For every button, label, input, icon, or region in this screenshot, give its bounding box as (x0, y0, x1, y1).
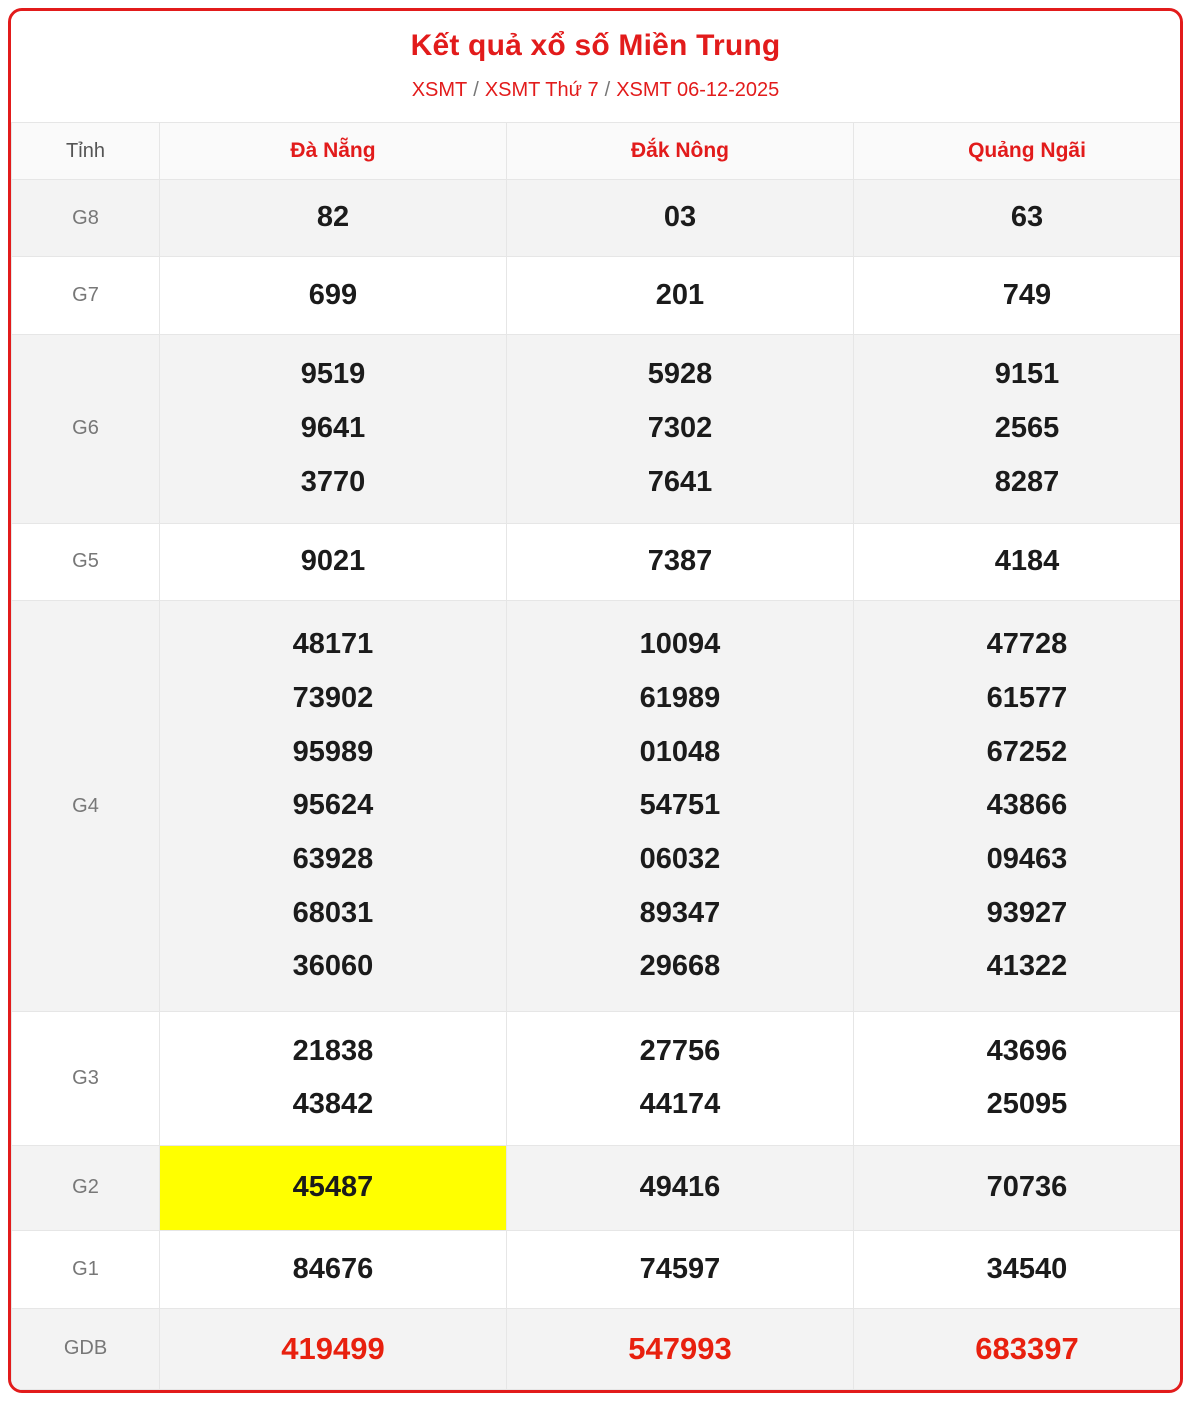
result-number: 9641 (300, 411, 366, 444)
result-cell-g1-2 (854, 1231, 1184, 1308)
result-number: 03 (663, 201, 697, 234)
result-number: 27756 (639, 1034, 721, 1067)
result-number: 70736 (986, 1171, 1068, 1204)
breadcrumb-separator-2: / (604, 79, 611, 101)
result-number: 699 (308, 278, 358, 311)
result-number: 95624 (292, 789, 374, 822)
result-cell-g8-1 (507, 180, 854, 257)
result-cell-g7-2 (854, 257, 1184, 334)
result-number: 89347 (639, 896, 721, 929)
result-cell-g2-0-highlighted (160, 1145, 507, 1231)
result-number: 82 (316, 201, 350, 234)
result-number: 54751 (639, 789, 721, 822)
result-cell-g3-2 (854, 1012, 1184, 1145)
table-row (12, 180, 1184, 257)
table-header (12, 123, 1184, 180)
prize-label-gdb: GDB (12, 1308, 160, 1389)
result-number: 36060 (292, 950, 374, 983)
result-cell-g6-1 (507, 334, 854, 523)
lottery-result-card (8, 8, 1183, 1393)
result-number: 10094 (639, 628, 721, 661)
result-number: 419499 (281, 1331, 385, 1367)
result-number: 749 (1002, 278, 1052, 311)
prize-label-g2: G2 (12, 1145, 160, 1231)
column-header-province-2: Quảng Ngãi (854, 123, 1184, 180)
card-header (11, 11, 1180, 122)
result-number: 95989 (292, 735, 374, 768)
breadcrumb (21, 79, 1170, 102)
result-number: 4184 (994, 545, 1060, 577)
table-row (12, 1145, 1184, 1231)
result-number: 2565 (994, 411, 1060, 444)
prize-label-g4: G4 (12, 601, 160, 1012)
result-number: 06032 (639, 843, 721, 876)
result-cell-g8-2 (854, 180, 1184, 257)
breadcrumb-item-region[interactable]: XSMT (411, 79, 468, 101)
table-row (12, 257, 1184, 334)
results-table (11, 122, 1183, 1390)
result-number: 3770 (300, 465, 366, 498)
result-cell-g3-0 (160, 1012, 507, 1145)
result-number: 73902 (292, 682, 374, 715)
prize-label-g5: G5 (12, 523, 160, 600)
result-cell-g5-0 (160, 523, 507, 600)
result-number: 67252 (986, 735, 1068, 768)
result-number: 201 (655, 278, 705, 311)
table-body (12, 180, 1184, 1390)
breadcrumb-separator-1: / (473, 79, 479, 101)
result-number: 63928 (292, 843, 374, 876)
result-number: 34540 (986, 1252, 1068, 1285)
result-number: 63 (1010, 201, 1044, 234)
prize-label-g3: G3 (12, 1012, 160, 1145)
breadcrumb-item-date[interactable]: XSMT 06-12-2025 (616, 79, 780, 101)
result-number: 41322 (986, 950, 1068, 983)
result-number: 21838 (292, 1034, 374, 1067)
result-number: 61577 (986, 682, 1068, 715)
result-cell-g4-2 (854, 601, 1184, 1012)
result-cell-g8-0 (160, 180, 507, 257)
result-number: 45487 (292, 1171, 374, 1204)
result-number: 68031 (292, 896, 374, 929)
table-row (12, 1308, 1184, 1389)
page-title: Kết quả xổ số Miền Trung (410, 29, 781, 62)
result-number: 9519 (300, 358, 366, 391)
result-number: 8287 (994, 465, 1060, 498)
breadcrumb-item-weekday[interactable]: XSMT Thứ 7 (484, 79, 599, 101)
result-number: 43866 (986, 789, 1068, 822)
result-number: 5928 (647, 358, 713, 391)
result-cell-g7-1 (507, 257, 854, 334)
result-number: 9021 (300, 545, 366, 577)
result-number: 74597 (639, 1252, 721, 1285)
result-number: 84676 (292, 1252, 374, 1285)
result-cell-g4-0 (160, 601, 507, 1012)
result-cell-g2-1 (507, 1145, 854, 1231)
result-number: 49416 (639, 1171, 721, 1204)
prize-label-g1: G1 (12, 1231, 160, 1308)
result-number: 61989 (639, 682, 721, 715)
result-number: 7641 (647, 465, 713, 498)
result-number: 43696 (986, 1034, 1068, 1067)
result-number: 47728 (986, 628, 1068, 661)
table-row (12, 601, 1184, 1012)
header-row (12, 123, 1184, 180)
result-cell-g5-1 (507, 523, 854, 600)
result-number: 29668 (639, 950, 721, 983)
column-header-province-1: Đắk Nông (507, 123, 854, 180)
result-number: 44174 (639, 1088, 721, 1121)
column-header-province-0: Đà Nẵng (160, 123, 507, 180)
column-header-prize: Tỉnh (12, 123, 160, 180)
prize-label-g7: G7 (12, 257, 160, 334)
result-cell-g7-0 (160, 257, 507, 334)
prize-label-g8: G8 (12, 180, 160, 257)
result-number: 93927 (986, 896, 1068, 929)
result-cell-g3-1 (507, 1012, 854, 1145)
result-number: 9151 (994, 358, 1060, 391)
result-cell-g1-0 (160, 1231, 507, 1308)
prize-label-g6: G6 (12, 334, 160, 523)
result-cell-g5-2 (854, 523, 1184, 600)
result-number: 7302 (647, 411, 713, 444)
result-number: 683397 (975, 1331, 1079, 1367)
result-number: 7387 (647, 545, 713, 577)
result-number: 48171 (292, 628, 374, 661)
result-cell-g2-2 (854, 1145, 1184, 1231)
result-number: 547993 (628, 1331, 732, 1367)
table-row (12, 334, 1184, 523)
table-row (12, 1231, 1184, 1308)
result-cell-gdb-0 (160, 1308, 507, 1389)
table-row (12, 523, 1184, 600)
result-cell-g4-1 (507, 601, 854, 1012)
result-number: 43842 (292, 1088, 374, 1121)
table-row (12, 1012, 1184, 1145)
result-number: 09463 (986, 843, 1068, 876)
result-number: 01048 (639, 735, 721, 768)
result-cell-g1-1 (507, 1231, 854, 1308)
result-cell-gdb-2 (854, 1308, 1184, 1389)
result-number: 25095 (986, 1088, 1068, 1121)
result-cell-gdb-1 (507, 1308, 854, 1389)
result-cell-g6-2 (854, 334, 1184, 523)
result-cell-g6-0 (160, 334, 507, 523)
